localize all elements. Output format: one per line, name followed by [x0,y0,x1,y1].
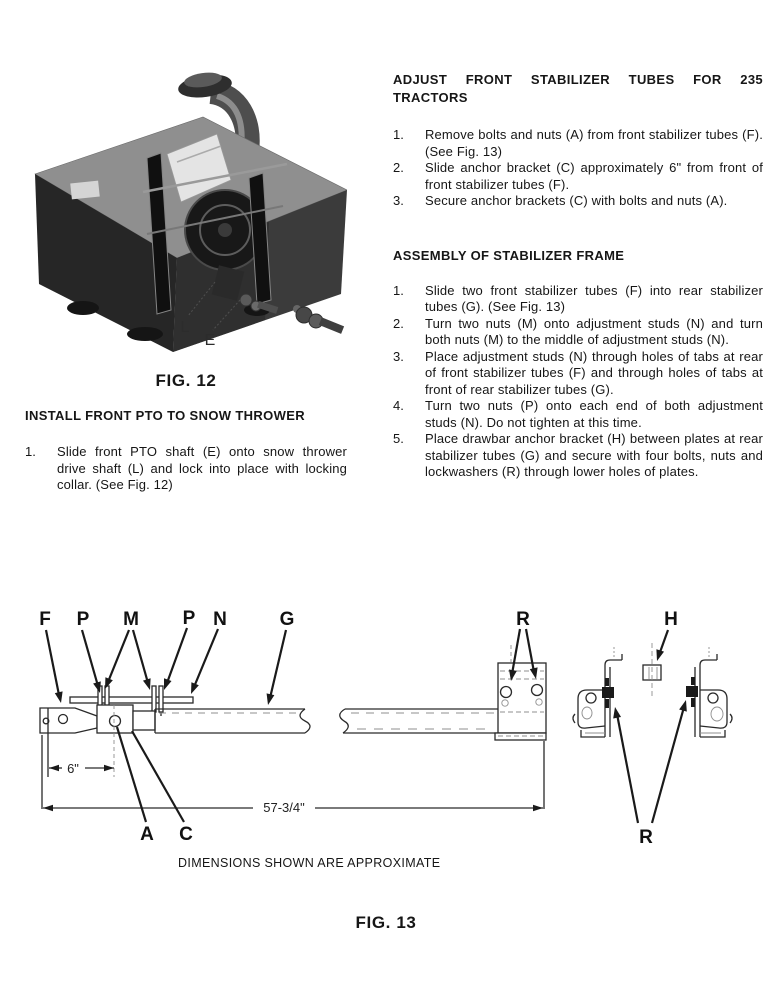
dimension-overall [42,735,544,815]
step-number: 2. [393,315,404,331]
bolt-r-left [602,687,614,698]
fig13-caption: FIG. 13 [355,913,417,932]
step-text: Remove bolts and nuts (A) from front stabilizer tubes (F). (See Fig. 13) [425,127,763,159]
step-number: 2. [393,160,404,175]
tube-coupler [133,711,155,730]
front-stabilizer-tube [155,709,310,733]
label-f: F [39,609,51,630]
assembly-step-5 [393,431,763,481]
rear-bracket-left [573,647,622,737]
adjustment-stud [70,697,193,703]
assembly-step-1 [393,283,763,316]
step-number: 3. [393,348,404,364]
step-text: Place adjustment studs (N) through holes of tabs at rear of front stabilizer tubes (F) and through holes of tabs at front of rear stabilizer tubes (G). [425,348,763,397]
photo-label-l: L [180,319,190,336]
step-text: Slide front PTO shaft (E) onto snow thrower drive shaft (L) and lock into place with locking collar. (See Fig. 12) [57,444,347,492]
adjust-heading: ADJUST FRONT STABILIZER TUBES FOR 235 TRACTORS [393,72,763,105]
step-number: 1. [25,444,36,459]
decal-label [70,181,100,200]
adjust-step-3 [393,193,763,210]
fig13-drawing [25,595,765,855]
adjust-steps [393,127,763,210]
photo-label-e: E [204,332,216,349]
label-m: M [123,609,139,630]
step-number: 1. [393,127,404,142]
step-number: 5. [393,431,404,446]
label-g: G [279,609,295,630]
label-r-top: R [516,609,530,630]
label-c: C [179,824,193,845]
label-h: H [664,609,678,630]
anchor-bracket [97,705,133,733]
step-text: Turn two nuts (P) onto each end of both adjustment studs (N). Do not tighten at this time. [425,398,763,430]
label-n: N [213,609,227,630]
assembly-heading: ASSEMBLY OF STABILIZER FRAME [393,247,625,263]
step-text: Turn two nuts (M) onto adjustment studs (N) and turn both nuts (M) to the middle of adjustment studs (N). [425,315,763,347]
label-a: A [140,824,154,845]
step-text: Place drawbar anchor bracket (H) between plates at rear stabilizer tubes (G) and secure with four bolts, nuts and lockwashers (R) through lower holes of plates. [425,431,763,479]
assembly-step-3 [393,349,763,399]
dim-overall-label: 57-3/4" [263,800,305,815]
rear-bracket-right [686,647,732,737]
right-column [393,71,763,481]
step-text: Secure anchor brackets (C) with bolts and nuts (A). [425,193,728,208]
fig12-photo [25,62,347,354]
install-heading: INSTALL FRONT PTO TO SNOW THROWER [25,408,305,423]
dim-6in-label: 6" [67,761,79,776]
adjust-step-1 [393,127,763,160]
rear-stabilizer-tube [340,709,500,733]
pto-coupler-part [293,305,344,334]
step-number: 1. [393,282,404,298]
install-step-1 [25,444,347,494]
bolt-r-right [686,686,698,697]
label-r-bottom: R [639,827,653,848]
label-p-right: P [182,608,196,629]
assembly-step-4 [393,398,763,431]
step-text: Slide anchor bracket (C) approximately 6" from front of front stabilizer tubes (F). [425,160,763,192]
step-number: 4. [393,398,404,413]
assembly-step-2 [393,316,763,349]
rear-tube-plate [495,645,546,740]
assembly-steps [393,283,763,481]
dimensions-note: DIMENSIONS SHOWN ARE APPROXIMATE [178,856,441,870]
label-p-left: P [76,609,90,630]
step-number: 3. [393,193,404,208]
install-section [25,407,347,494]
step-text: Slide two front stabilizer tubes (F) into rear stabilizer tubes (G). (See Fig. 13) [425,282,763,314]
fig12-caption: FIG. 12 [155,371,217,390]
adjust-step-2 [393,160,763,193]
